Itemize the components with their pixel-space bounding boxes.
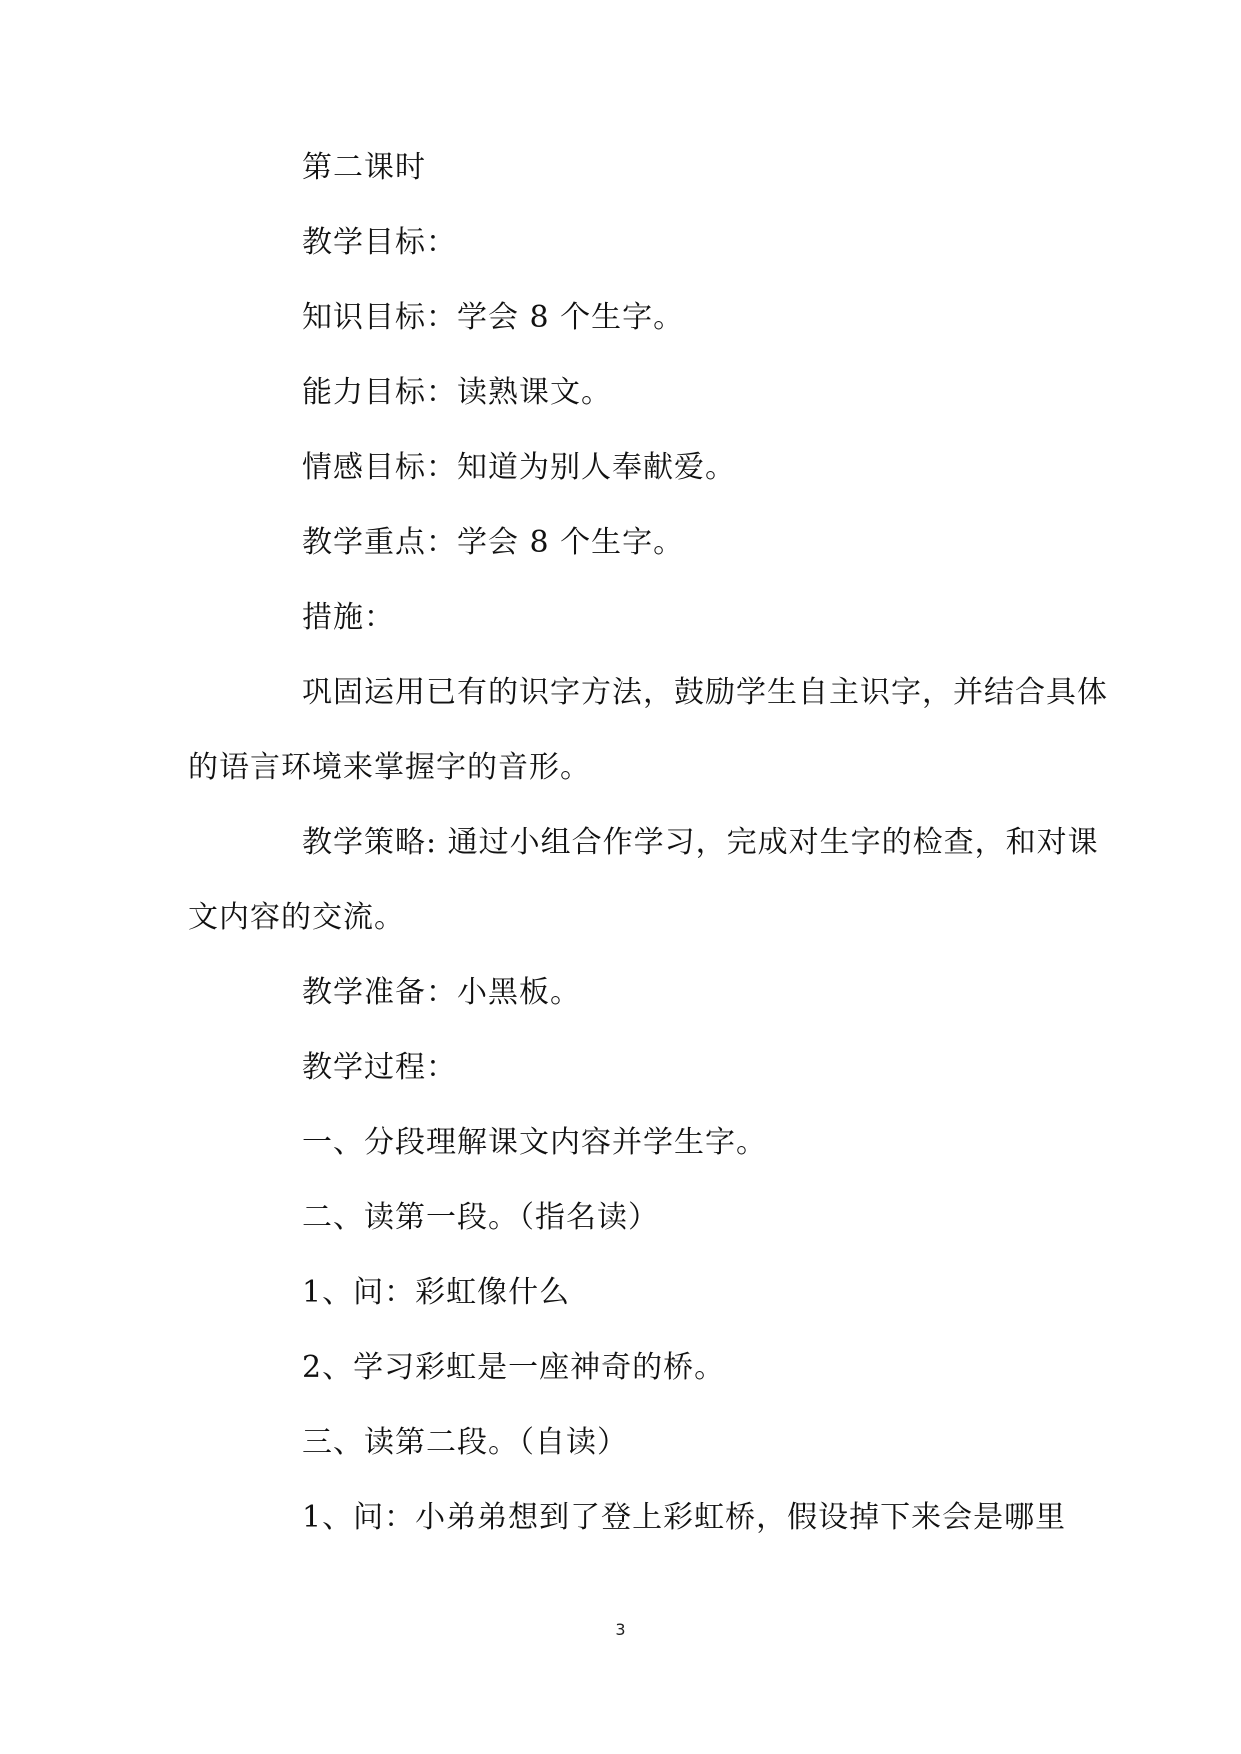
knowledge-goal: 知识目标：学会 8 个生字。: [302, 300, 685, 335]
process-label: 教学过程：: [302, 1050, 457, 1085]
step-two-item-1: 1、问：彩虹像什么: [302, 1275, 571, 1310]
teaching-focus: 教学重点：学会 8 个生字。: [302, 525, 685, 560]
measures-text-line-2: 的语言环境来掌握字的音形。: [188, 750, 591, 785]
step-one: 一、分段理解课文内容并学生字。: [302, 1125, 767, 1160]
step-two-item-2: 2、学习彩虹是一座神奇的桥。: [302, 1350, 726, 1385]
page-number: 3: [615, 1620, 626, 1639]
strategy-line-2: 文内容的交流。: [188, 900, 405, 935]
measures-text-line-1: 巩固运用已有的识字方法，鼓励学生自主识字，并结合具体: [302, 675, 1108, 710]
step-three-item-1: 1、问：小弟弟想到了登上彩虹桥，假设掉下来会是哪里: [302, 1500, 1067, 1535]
step-two: 二、读第一段。（指名读）: [302, 1200, 659, 1235]
strategy-line-1: 教学策略: 通过小组合作学习，完成对生字的检查，和对课: [302, 825, 1099, 860]
step-three: 三、读第二段。（自读）: [302, 1425, 628, 1460]
ability-goal: 能力目标：读熟课文。: [302, 375, 612, 410]
emotion-goal: 情感目标：知道为别人奉献爱。: [302, 450, 736, 485]
measures-label: 措施：: [302, 600, 395, 635]
preparation: 教学准备：小黑板。: [302, 975, 581, 1010]
teaching-goals-label: 教学目标：: [302, 225, 457, 260]
lesson-heading: 第二课时: [302, 150, 426, 185]
